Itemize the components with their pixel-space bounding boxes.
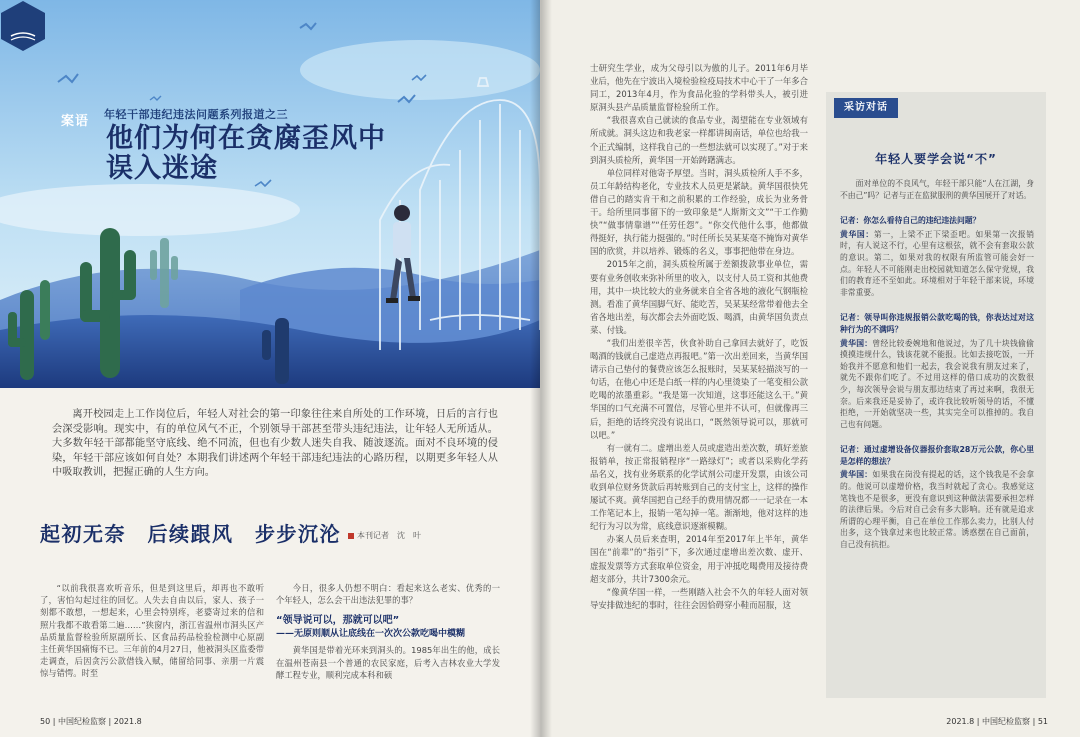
body-paragraph: “像黄华国一样，一些刚踏入社会不久的年轻人面对领导安排做违纪的事时，往往会因恰碍穿小鞋而屈服，这 xyxy=(590,586,808,610)
interview-answer xyxy=(840,229,1034,299)
interview-question: 记者：通过虚增设备仪器报价套取28万元公款，你心里是怎样的想法？ xyxy=(840,445,1034,466)
right-column-1 xyxy=(590,62,808,612)
series-badge-label: 案语 xyxy=(60,114,89,129)
body-paragraph: “以前我很喜欢听音乐，但是到这里后，却再也不敢听了，害怕勾起过往的回忆。人失去自由以后，家人、孩子一刻都不敢想，一想起来，心里会特别疼，老婆寄过来的信和照片我都不敢看第二遍……”狭窗内，浙江省温州市洞头区产品质量监督检验所原副所长、区食品药品检验检测中心原副主任黄华国痛悔不已。三年前的4月27日，他被洞头区监委带走调查，后因贪污公款借钱入赋，储留给同事、亲朋一片震惊与错愕。时至 xyxy=(40,583,264,679)
interview-answer xyxy=(840,469,1034,550)
left-column-2 xyxy=(276,582,500,681)
left-page-footer: 50 | 中国纪检监察 | 2021.8 xyxy=(40,717,142,726)
body-paragraph: 今日，很多人仍想不明白：看起来这么老实、优秀的一个年轻人，怎么会干出违法犯罪的事？ xyxy=(276,583,500,606)
answer-text: 曾经比较委婉地和他说过，为了几十块钱偷偷摸摸违规什么，钱该花就不能报。比如去接吃饭，一开始我并不愿意和他们一起去，我会说我有朋友过来了，就先不跟你们吃了。不过用这样的借口成功的次数很少，每次领导会说与朋友那边结束了再过来啊，我很无奈。后来我还是妥协了，或许我比较听领导的话，不懂拒绝，一开始就坚决一些，其实完全可以推掉的。我自己也有问题。 xyxy=(840,338,1035,429)
interview-question: 记者：你怎么看待自己的违纪违法问题？ xyxy=(840,216,981,226)
body-paragraph: 士研究生学业，成为父母引以为傲的儿子。2011年6月毕业后，他先在宁波出入境检验检疫局技术中心干了一年多合同工，2013年4月，作为食品化验的学科带头人，被引进原洞头县产品质量监督检验所工作。 xyxy=(590,63,808,113)
answer-speaker: 黄华国： xyxy=(840,470,873,480)
pullquote-title: “领导说可以，那就可以吧” xyxy=(276,615,400,627)
sidebar-tab-label: 采访对话 xyxy=(834,98,898,118)
body-paragraph: 单位同样对他寄予厚望。当时，洞头质检所人手不多，员工年龄结构老化，专业技术人员更是紧缺。黄华国很快凭借自己的踏实肯干和之前积累的工作经验，成长为业务骨干。给所里同事留下的一致印象是“人斯斯文文”“干工作勤快”“做事情靠谱”“任劳任怨”。“你交代他什么事，他都做得挺好，执行能力挺强的。”时任所长吴某某毫不掩饰对黄华国的欣赏，并以培养、锻炼的名义，事事把他带在身边。 xyxy=(590,167,808,257)
body-paragraph: 有一就有二。虚增出差人员或虚造出差次数，填好差旅报销单，按正常报销程序“一路绿灯”；或者以采购化学药品名义，找有业务联系的化学试剂公司虚开发票，由该公司收到单位财务货款后再转账到自己的支付宝上，这样的操作屡试不爽。黄华国把自己经手的费用情况都一一记录在一本工作笔记本上，报销一笔勾掉一笔。渐渐地，他对这样的违纪行为习以为常，底线意识逐渐模糊。 xyxy=(590,442,808,532)
hero-illustration xyxy=(0,0,540,388)
sidebar-title: 年轻人要学会说“不” xyxy=(875,152,997,166)
byline-text: 本刊记者 沈 叶 xyxy=(357,531,421,540)
byline-marker-icon xyxy=(348,533,354,539)
body-paragraph: “我们出差很辛苦，伙食补助自己拿回去就好了，吃饭喝酒的钱就自己虚造点再报吧。”第一次出差回来，当黄华国请示自己垫付的餐费应该怎么报账时，吴某某轻描淡写的一句话，在他心中还是白纸一样的内心里烫染了一笔变相公款吃喝的浓墨重彩。“我是第一次知道，这事还能这么干。”黄华国的口气充满不可置信，尽管心里并不认可，但就像再三后，拒绝的话终究没有说出口，“既然领导说可以，那就可以吧。” xyxy=(590,337,808,440)
article-headline xyxy=(106,124,386,184)
body-paragraph: 黄华国是带着光环来到洞头的。1985年出生的他，成长在温州苍南县一个普通的农民家庭，后考入吉林农业大学发酵工程专业，顺利完成本科和硕 xyxy=(276,645,500,680)
right-page xyxy=(540,0,1080,737)
right-page-footer: 2021.8 | 中国纪检监察 | 51 xyxy=(946,717,1048,726)
answer-text: 如果我在岗没有提起的话，这个钱我是不会拿的。他说可以虚增价格，我当时就起了贪心。我感觉这笔钱也不是很多，更没有意识到这种做法需要承担怎样的法律后果。今后对自己会有多大影响。还有就是追求所谓的心理平衡，自己在单位工作那么卖力，比别人付出多，这个钱拿过来也比较正常。诱惑摆在自己面前，自己没有抗拒。 xyxy=(840,470,1035,550)
hero-artwork xyxy=(0,0,540,388)
interview-answer xyxy=(840,338,1034,431)
section-subhead: 起初无奈 后续跟风 步步沉沦 xyxy=(40,522,341,546)
body-paragraph: 办案人员后来查明，2014年至2017年上半年，黄华国在“前辈”的“指引”下，多次通过虚增出差次数、虚开、虚报发票等方式套取单位资金，用于冲抵吃喝费用及接待费超支部分，共计7300余元。 xyxy=(590,534,808,584)
answer-speaker: 黄华国： xyxy=(840,229,874,239)
intro-paragraph: 离开校园走上工作岗位后，年轻人对社会的第一印象往往来自所处的工作环境，日后的言行也会深受影响。现实中，有的单位风气不正，个别领导干部甚至带头违纪违法，让年轻人无所适从。大多数年轻干部都能坚守底线、绝不同流，但也有少数人迷失自我、随波逐流。面对不良环境的侵染，年轻干部应该如何自处？本期我们讲述两个年轻干部违纪违法的心路历程，以期更多年轻人从中吸取教训，把握正确的人生方向。 xyxy=(52,409,498,479)
sidebar-body xyxy=(840,178,1034,565)
sidebar-intro: 面对单位的不良风气，年轻干部只能“人在江湖，身不由己”吗？记者与正在监狱服刑的黄华国展开了对话。 xyxy=(840,179,1034,200)
spine-shadow xyxy=(530,0,552,737)
byline xyxy=(348,530,421,541)
interview-question: 记者：领导叫你违规报销公款吃喝的钱，你表达过对这种行为的不满吗？ xyxy=(840,313,1034,334)
body-paragraph: 2015年之前，洞头质检所属于差额拨款事业单位，需要有业务创收来弥补所里的收入，以支付人员工资和其他费用，其中一块比较大的业务就来自全省各地的液化气钢瓶检测。看准了黄华国脚气好、能吃苦，吴某某经常带着他去全省各地出差，每次都会去外面吃饭、喝酒，由黄华国负责点菜、付钱。 xyxy=(590,259,808,335)
answer-speaker: 黄华国： xyxy=(840,338,873,348)
left-column-1 xyxy=(40,582,264,680)
series-label: 年轻干部违纪违法问题系列报道之三 xyxy=(104,108,288,121)
series-badge-icon xyxy=(0,0,46,52)
headline-line-1: 他们为何在贪腐歪风中 xyxy=(106,123,386,154)
body-paragraph: “我很喜欢自己就读的食品专业，渴望能在专业领域有所成就。洞头这边和我老家一样都讲闽南话，单位也给我一个正式编制，这样我自己的一些想法就可以实现了。”对于来到洞头质检所，黄华国一开始踌躇满志。 xyxy=(590,115,808,165)
answer-text: 第一，上梁不正下梁歪吧。如果第一次报销时，有人说这不行，心里有这根弦，就不会有套取公款的意识。第二，如果对我的权限有所监管可能会好一点。年轻人不可能刚走出校园就知道怎么保守党规，我们的教育还不至如此。环境相对于年轻干部来说，环境非常重要。 xyxy=(840,229,1035,297)
headline-line-2: 误入迷途 xyxy=(106,153,218,184)
pullquote-subtitle: ——无原则顺从让底线在一次次公款吃喝中模糊 xyxy=(276,629,466,640)
